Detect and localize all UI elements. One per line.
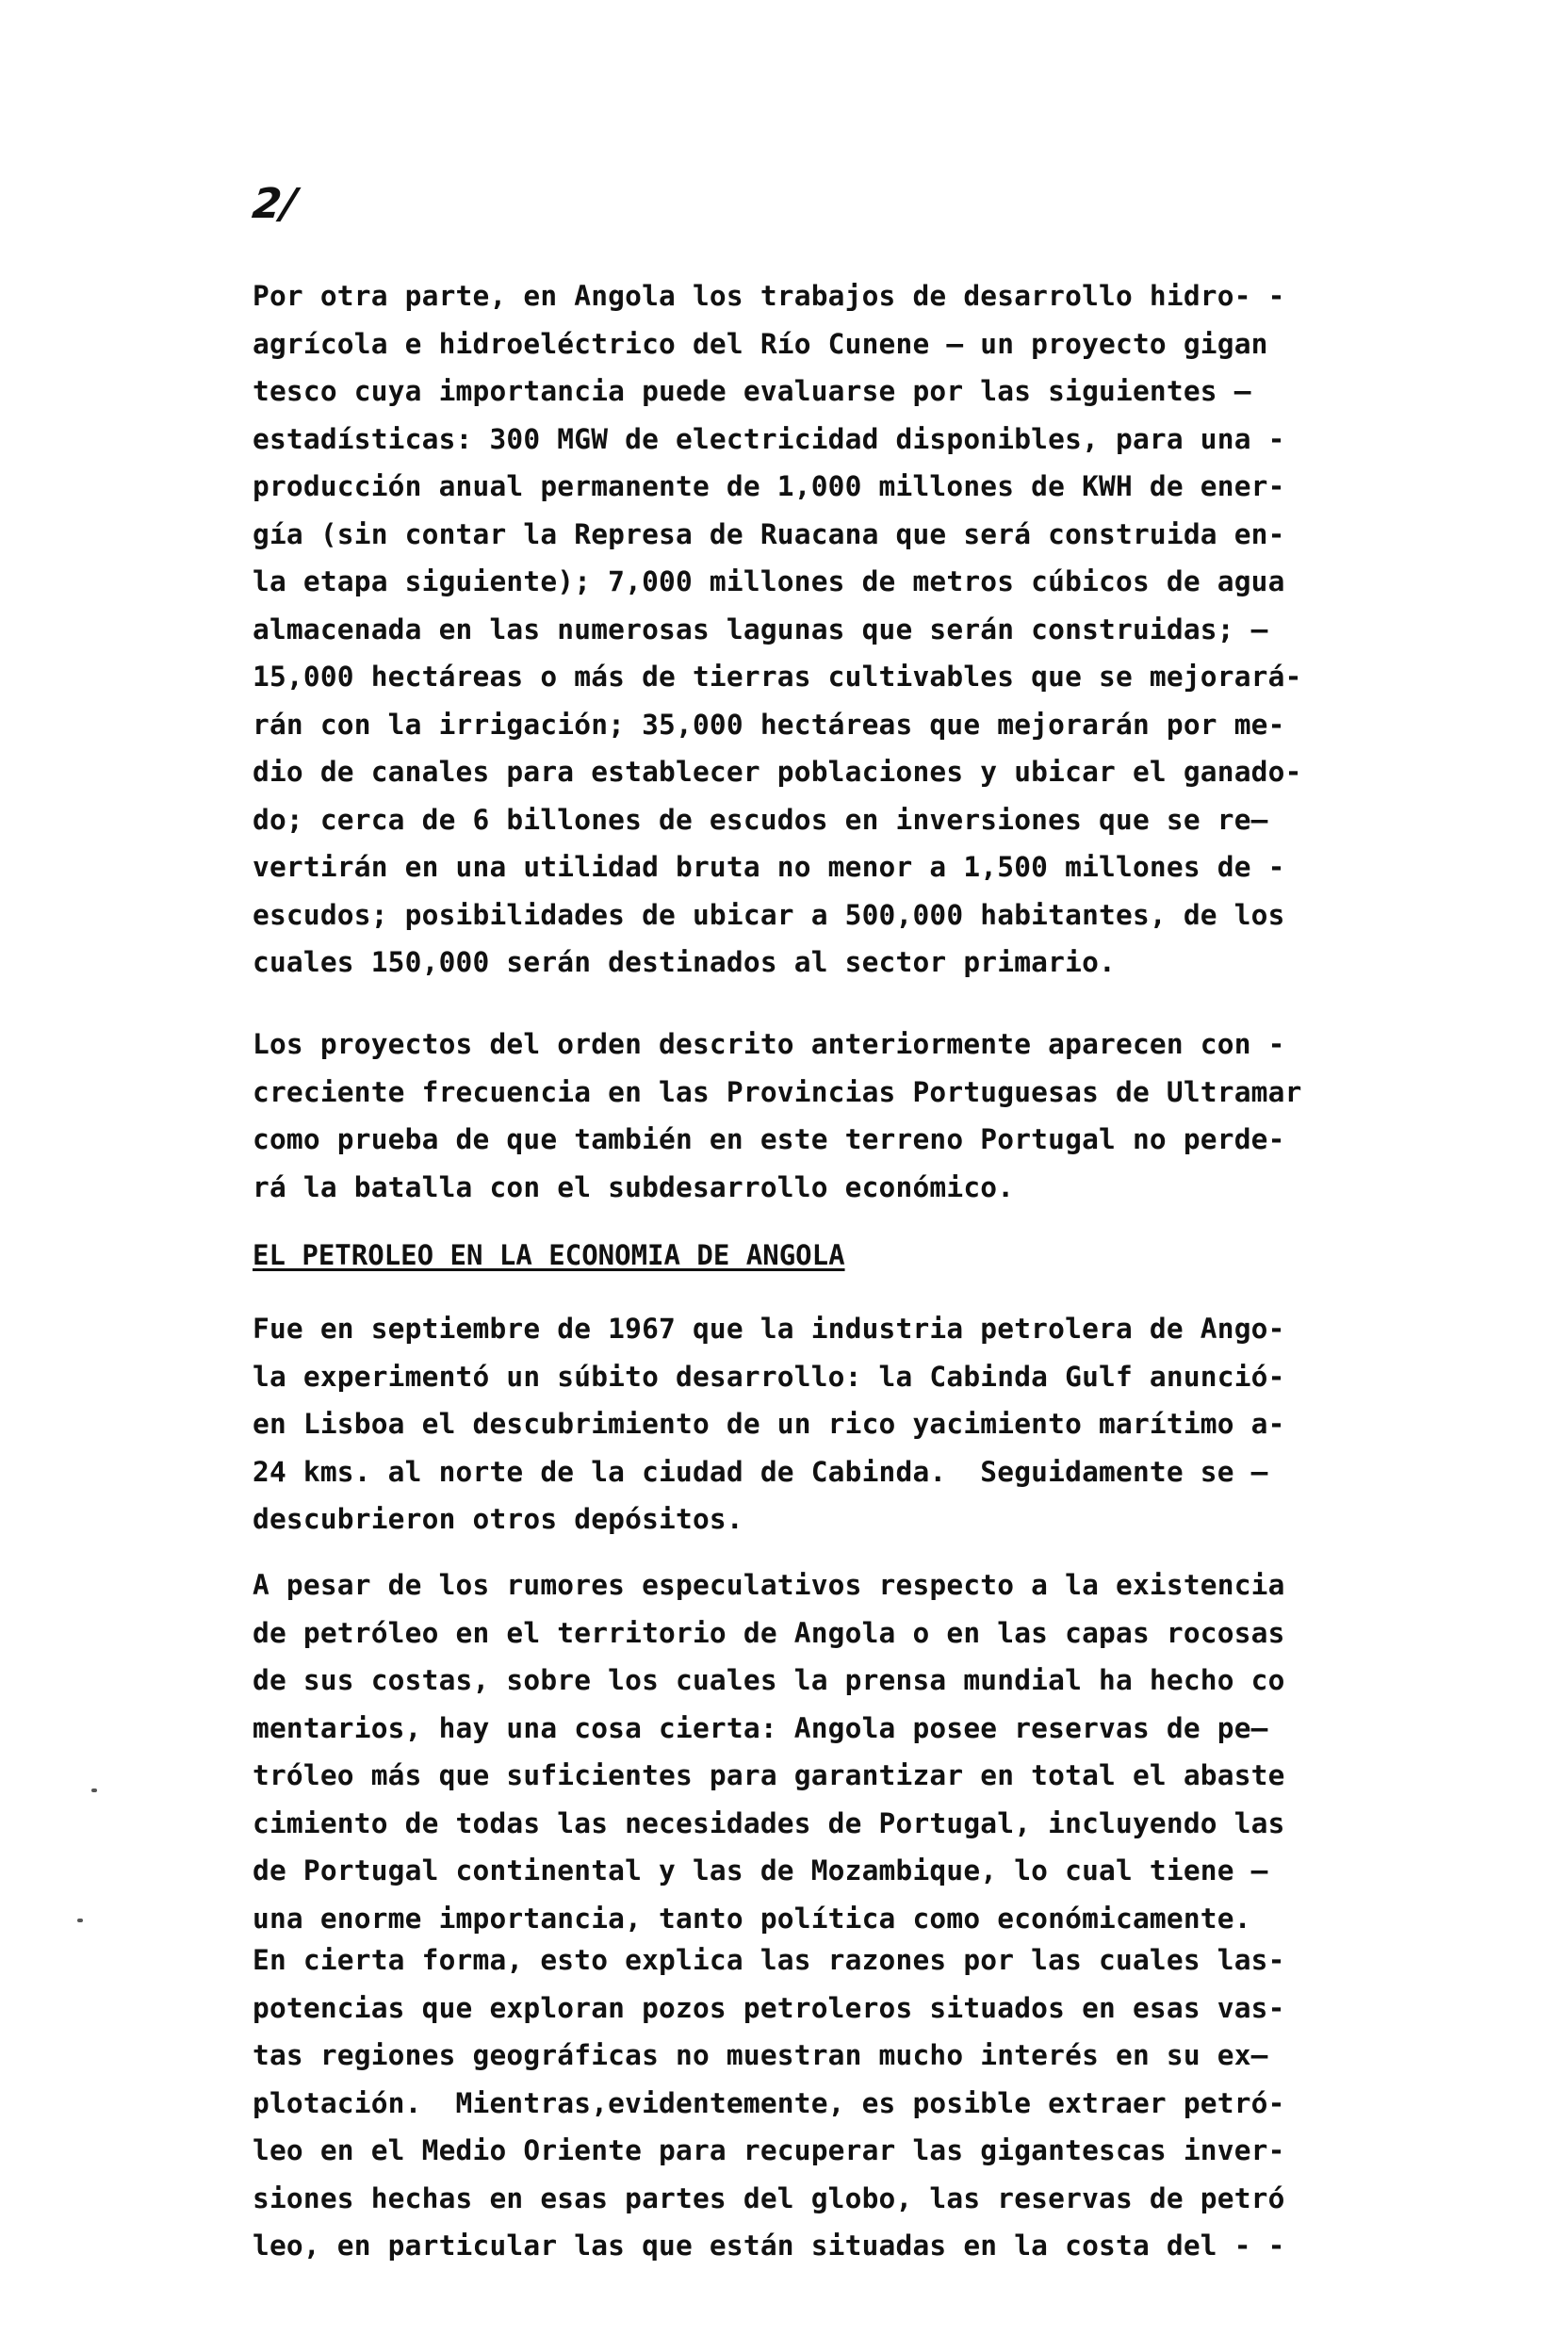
scan-speck (91, 1788, 97, 1792)
text-line: tas regiones geográficas no muestran mucho interés en su ex— (253, 2039, 1268, 2071)
text-line: una enorme importancia, tanto política como económicamente. (253, 1902, 1251, 1935)
text-line: agrícola e hidroeléctrico del Río Cunene — un proyecto gigan (253, 327, 1268, 360)
text-line: de Portugal continental y las de Mozambique, lo cual tiene — (253, 1854, 1268, 1886)
text-line: la etapa siguiente); 7,000 millones de metros cúbicos de agua (253, 565, 1285, 597)
text-line: siones hechas en esas partes del globo, las reservas de petró (253, 2181, 1285, 2214)
paragraph-oil-discovery (253, 1305, 1430, 1544)
paragraph-projects-overseas (253, 1021, 1430, 1211)
text-line: de sus costas, sobre los cuales la prensa mundial ha hecho co (253, 1664, 1285, 1696)
text-line: dio de canales para establecer poblaciones y ubicar el ganado- (253, 756, 1302, 788)
text-line: 15,000 hectáreas o más de tierras cultivables que se mejorará- (253, 661, 1302, 693)
section-heading: EL PETROLEO EN LA ECONOMIA DE ANGOLA (253, 1239, 845, 1271)
text-line: cuales 150,000 serán destinados al sector primario. (253, 946, 1116, 978)
text-line: tróleo más que suficientes para garantizar en total el abaste (253, 1759, 1285, 1791)
text-line: cimiento de todas las necesidades de Portugal, incluyendo las (253, 1806, 1285, 1839)
text-line: producción anual permanente de 1,000 millones de KWH de ener- (253, 470, 1285, 502)
text-line: tesco cuya importancia puede evaluarse por las siguientes — (253, 375, 1251, 407)
text-line: do; cerca de 6 billones de escudos en inversiones que se re— (253, 803, 1268, 836)
text-line: almacenada en las numerosas lagunas que serán construidas; — (253, 612, 1268, 645)
paragraph-oil-reserves (253, 1561, 1430, 1942)
text-line: escudos; posibilidades de ubicar a 500,000 habitantes, de los (253, 898, 1285, 931)
text-line: Los proyectos del orden descrito anteriormente aparecen con - (253, 1028, 1285, 1060)
text-line: Fue en septiembre de 1967 que la industria petrolera de Ango- (253, 1313, 1285, 1345)
scan-speck (77, 1919, 83, 1922)
text-line: creciente frecuencia en las Provincias Portuguesas de Ultramar (253, 1075, 1302, 1108)
text-line: estadísticas: 300 MGW de electricidad disponibles, para una - (253, 422, 1285, 455)
text-line: vertirán en una utilidad bruta no menor a 1,500 millones de - (253, 851, 1285, 883)
page-number: 2/ (250, 180, 300, 228)
text-line: leo, en particular las que están situadas en la costa del - - (253, 2230, 1285, 2262)
text-line: rán con la irrigación; 35,000 hectáreas que mejorarán por me- (253, 708, 1285, 741)
text-line: plotación. Mientras,evidentemente, es posible extraer petró- (253, 2086, 1285, 2119)
paragraph-oil-powers (253, 1936, 1430, 2270)
text-line: 24 kms. al norte de la ciudad de Cabinda. Seguidamente se — (253, 1455, 1268, 1488)
text-line: descubrieron otros depósitos. (253, 1503, 743, 1535)
text-line: En cierta forma, esto explica las razones por las cuales las- (253, 1944, 1285, 1976)
text-line: de petróleo en el territorio de Angola o en las capas rocosas (253, 1616, 1285, 1649)
text-line: Por otra parte, en Angola los trabajos de desarrollo hidro- - (253, 280, 1285, 312)
text-line: como prueba de que también en este terreno Portugal no perde- (253, 1123, 1285, 1155)
text-line: A pesar de los rumores especulativos respecto a la existencia (253, 1569, 1285, 1601)
text-line: mentarios, hay una cosa cierta: Angola posee reservas de pe— (253, 1711, 1268, 1744)
text-line: rá la batalla con el subdesarrollo económico. (253, 1170, 1015, 1203)
text-line: potencias que exploran pozos petroleros situados en esas vas- (253, 1991, 1285, 2024)
text-line: leo en el Medio Oriente para recuperar las gigantescas inver- (253, 2134, 1285, 2166)
text-line: en Lisboa el descubrimiento de un rico yacimiento marítimo a- (253, 1408, 1285, 1440)
paragraph-hydro-project (253, 272, 1430, 987)
text-line: la experimentó un súbito desarrollo: la Cabinda Gulf anunció- (253, 1360, 1285, 1393)
text-line: gía (sin contar la Represa de Ruacana que será construida en- (253, 517, 1285, 550)
